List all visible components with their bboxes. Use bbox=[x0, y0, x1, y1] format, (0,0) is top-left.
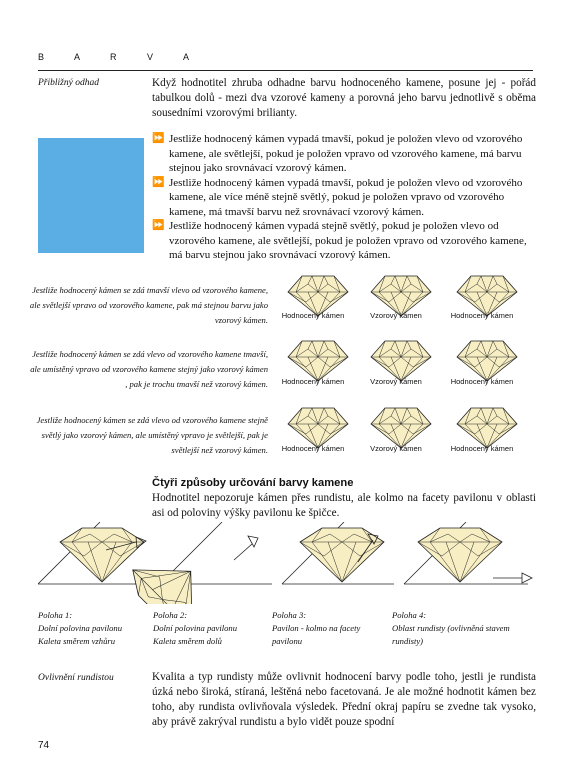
caption-3-2: Vzorový kámen bbox=[370, 444, 422, 453]
diamond-pos-2 bbox=[123, 542, 221, 604]
double-arrow-icon: ⏩ bbox=[152, 176, 165, 188]
caption-2-1: Hodnocený kámen bbox=[281, 377, 345, 386]
methods-intro: Hodnotitel nepozoruje kámen přes rundistu, ale kolmo na facety pavilonu v oblasti asi od poloviny výšky pavilonu ke špičce. bbox=[152, 492, 536, 519]
caption-1-2: Vzorový kámen bbox=[370, 311, 422, 320]
section-header: B A R V A bbox=[38, 52, 204, 62]
positions-illustration bbox=[38, 522, 538, 604]
approx-paragraph: Když hodnotitel zhruba odhadne barvu hodnoceného kamene, posune jej - pořád tabulkou dolů - mezi dva vzorové kameny a porovná jeho barvu jednotlivě s oběma sousedními vzorovými brilianty. bbox=[152, 77, 536, 119]
position-1: Poloha 1: Dolní polovina pavilonu Kaleta směrem vzhůru bbox=[38, 610, 123, 646]
diamond-2-2 bbox=[371, 341, 431, 381]
diamond-2-3 bbox=[457, 341, 517, 381]
approx-label: Přibližný odhad bbox=[38, 78, 99, 88]
caption-1-1: Hodnocený kámen bbox=[281, 311, 345, 320]
bullet-list bbox=[152, 132, 536, 263]
color-box bbox=[38, 138, 144, 253]
eye-arrow-4 bbox=[522, 573, 532, 583]
girdle-paragraph: Kvalita a typ rundisty může ovlivnit hodnocení barvy podle toho, jestli je rundista úzká nebo široká, stíraná, leštěná nebo facetovaná. Je ale možné hodnotit kámen bez toho, aby rundista ovlivňovala výsledek. Přední okraj papíru se zvedne tak vysoko, aby právě zakrýval rundistu a bylo vidět pouze spodní bbox=[152, 671, 536, 728]
comparison-text-1: Jestliže hodnocený kámen se zdá tmavší vlevo od vzorového kamene, ale světlejší vpravo od vzorového kamene, pak má stejnou barvu jako vzorový kámen. bbox=[29, 285, 268, 325]
diamond-1-3 bbox=[457, 276, 517, 316]
caption-3-3: Hodnocený kámen bbox=[450, 444, 514, 453]
double-arrow-icon: ⏩ bbox=[152, 220, 165, 231]
diamond-pos-1 bbox=[60, 528, 144, 582]
diamond-1-2 bbox=[371, 276, 431, 316]
eye-arrow-2 bbox=[248, 536, 258, 547]
diamond-3-2 bbox=[371, 408, 431, 448]
diamond-1-1 bbox=[288, 276, 348, 316]
diamond-pos-4 bbox=[418, 528, 502, 582]
caption-1-3: Hodnocený kámen bbox=[450, 311, 514, 320]
bullet-item: ⏩ Jestliže hodnocený kámen vypadá stejně světlý, pokud je položen vlevo od vzorového kamene, ale světlejší, pokud je položen vpravo od vzorového kamene, má barvu stejnou jako srovnávací vzorový kámen. bbox=[152, 220, 527, 261]
bullet-item: ⏩ Jestliže hodnocený kámen vypadá tmavší, pokud je položen vlevo od vzorového kamene, ale více méně stejně světlý, pokud je položen vpravo od vzorového kamene, má tmavší barvu než srovnávací vzorový kámen. bbox=[152, 176, 523, 218]
page-number: 74 bbox=[38, 740, 50, 751]
diamond-3-1 bbox=[288, 408, 348, 448]
position-3: Poloha 3: Pavilon - kolmo na facety pavilonu bbox=[272, 610, 361, 646]
methods-title: Čtyři způsoby určování barvy kamene bbox=[152, 477, 354, 489]
comparison-text-3: Jestliže hodnocený kámen se zdá vlevo od vzorového kamene stejně světlý jako vzorový kámen, ale umístěný vpravo je světlejší, pak je světlejší než vzorový kámen. bbox=[36, 415, 268, 455]
position-4: Poloha 4: Oblast rundisty (ovlivněná stavem rundisty) bbox=[392, 610, 510, 646]
caption-3-1: Hodnocený kámen bbox=[281, 444, 345, 453]
comparison-diamonds bbox=[280, 272, 540, 462]
bullet-item: ⏩ Jestliže hodnocený kámen vypadá tmavší, pokud je položen vlevo od vzorového kamene, ale světlejší, pokud je položen vpravo od vzorového kamene, má barvu stejnou jako srovnávací vzorový kámen. bbox=[152, 133, 523, 174]
header-rule bbox=[38, 70, 533, 71]
caption-2-3: Hodnocený kámen bbox=[450, 377, 514, 386]
diamond-3-3 bbox=[457, 408, 517, 448]
caption-2-2: Vzorový kámen bbox=[370, 377, 422, 386]
diamond-pos-3 bbox=[300, 528, 384, 582]
position-2: Poloha 2: Dolní polovina pavilonu Kaleta směrem dolů bbox=[153, 610, 238, 646]
comparison-text-2: Jestliže hodnocený kámen se zdá vlevo od vzorového kamene tmavší, ale umístěný vpravo od vzorového kamene stejný jako vzorový kámen , pak je trochu tmavší než vzorový kámen. bbox=[30, 349, 268, 389]
double-arrow-icon: ⏩ bbox=[152, 133, 165, 144]
girdle-label: Ovlivnění rundistou bbox=[38, 673, 114, 683]
diamond-2-1 bbox=[288, 341, 348, 381]
